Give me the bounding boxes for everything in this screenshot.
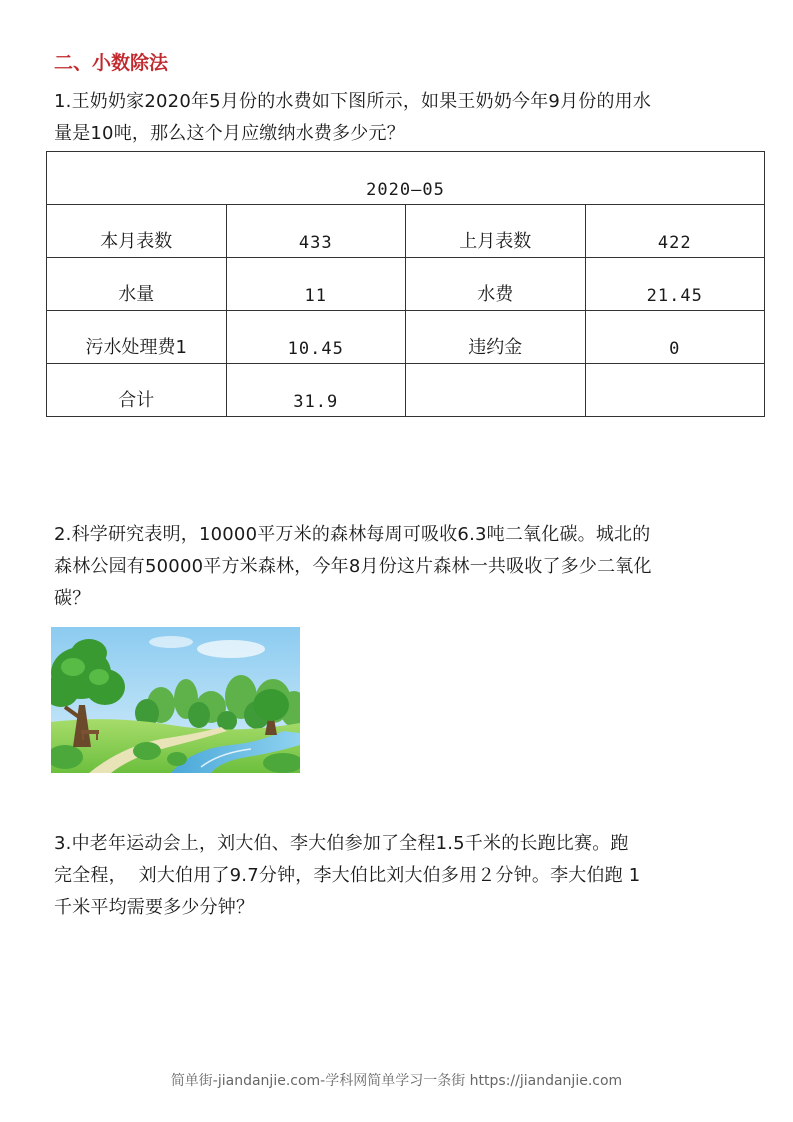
question-2-line-3: 碳？	[54, 588, 91, 609]
table-row	[47, 205, 765, 258]
table-caption-row	[47, 152, 765, 205]
table-cell: 合计	[47, 364, 227, 417]
bill-date: 2020—05	[47, 152, 765, 205]
table-cell: 本月表数	[47, 205, 227, 258]
table-cell: 上月表数	[406, 205, 586, 258]
table-cell	[585, 364, 765, 417]
table-row	[47, 258, 765, 311]
question-2-line-2: 森林公园有50000平方米森林，今年8月份这片森林一共吸收了多少二氧化	[54, 556, 652, 577]
table-row	[47, 311, 765, 364]
table-cell: 422	[585, 205, 765, 258]
table-cell: 31.9	[226, 364, 406, 417]
table-cell: 21.45	[585, 258, 765, 311]
table-cell: 违约金	[406, 311, 586, 364]
question-1-line-1: 1.王奶奶家2020年5月份的水费如下图所示，如果王奶奶今年9月份的用水	[54, 91, 652, 112]
question-3-line-1: 3.中老年运动会上，刘大伯、李大伯参加了全程1.5千米的长跑比赛。跑	[54, 833, 629, 854]
table-cell: 11	[226, 258, 406, 311]
table-cell: 水费	[406, 258, 586, 311]
question-2-line-1: 2.科学研究表明，10000平万米的森林每周可吸收6.3吨二氧化碳。城北的	[54, 524, 651, 545]
table-cell: 0	[585, 311, 765, 364]
table-row	[47, 364, 765, 417]
forest-park-illustration	[51, 627, 300, 773]
question-3	[54, 828, 754, 924]
table-cell: 433	[226, 205, 406, 258]
water-bill-table	[46, 151, 765, 417]
table-cell	[406, 364, 586, 417]
question-1-line-2: 量是10吨，那么这个月应缴纳水费多少元？	[54, 123, 405, 144]
page-footer: 简单街-jiandanjie.com-学科网简单学习一条街 https://jiandanjie.com	[170, 1073, 623, 1089]
question-3-line-3: 千米平均需要多少分钟？	[54, 897, 255, 918]
question-1	[54, 86, 754, 150]
table-cell: 污水处理费1	[47, 311, 227, 364]
question-2	[54, 519, 754, 615]
question-3-line-2: 完全程， 刘大伯用了9.7分钟，李大伯比刘大伯多用２分钟。李大伯跑 1	[54, 865, 641, 886]
table-cell: 水量	[47, 258, 227, 311]
table-cell: 10.45	[226, 311, 406, 364]
section-title: 二、小数除法	[54, 52, 169, 74]
